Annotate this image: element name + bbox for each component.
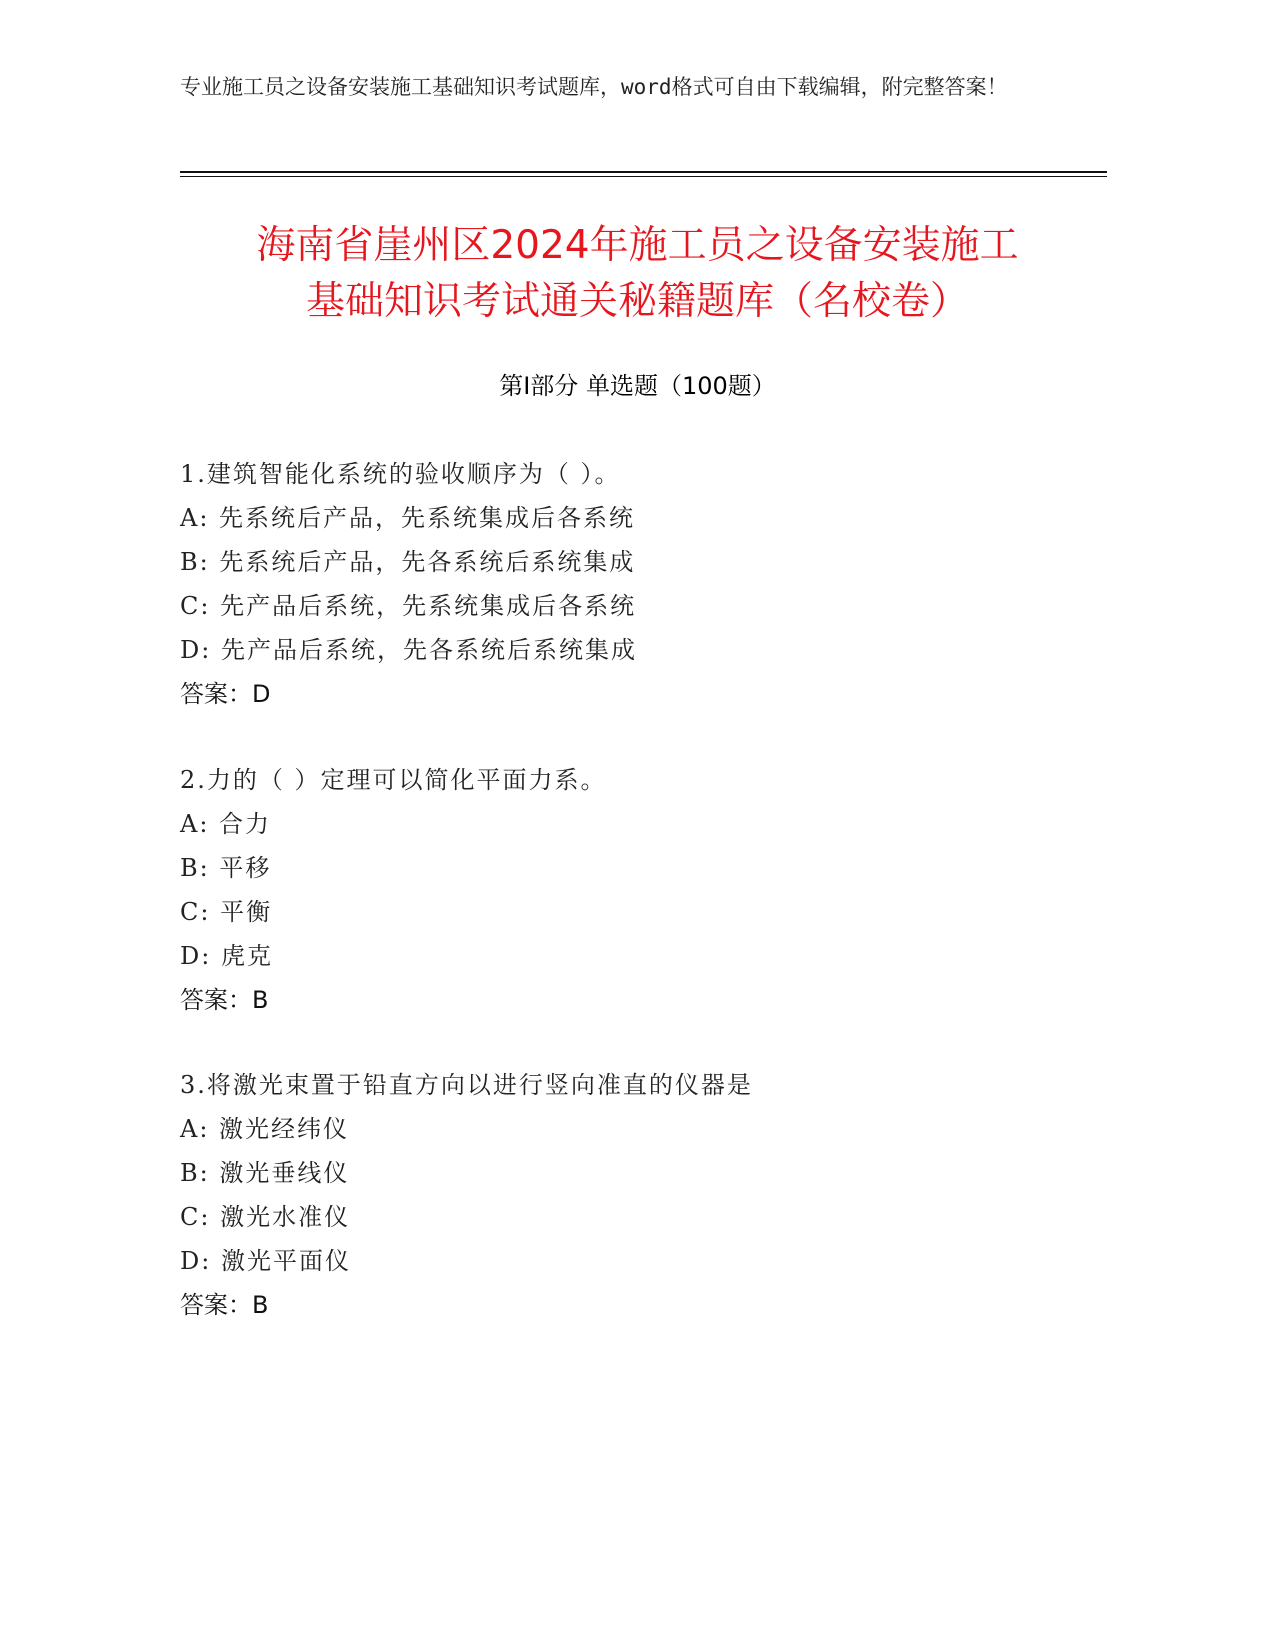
question-3 (180, 1063, 1080, 1327)
option-b: B: 激光垂线仪 (180, 1159, 350, 1187)
header-divider-thin (180, 176, 1107, 177)
option-c: C: 激光水准仪 (180, 1203, 351, 1231)
answer: 答案：B (180, 986, 269, 1014)
option-c: C: 平衡 (180, 898, 273, 926)
header-divider-thick (180, 171, 1107, 173)
option-d: D: 先产品后系统，先各系统后系统集成 (180, 636, 637, 664)
option-b: B: 平移 (180, 854, 272, 882)
option-c: C: 先产品后系统，先系统集成后各系统 (180, 592, 637, 620)
option-a: A: 激光经纬仪 (180, 1115, 350, 1143)
option-a: A: 先系统后产品，先系统集成后各系统 (180, 504, 636, 532)
document-title (150, 218, 1125, 330)
answer: 答案：D (180, 680, 271, 708)
question-stem: 3.将激光束置于铅直方向以进行竖向准直的仪器是 (180, 1071, 753, 1099)
document-title-line2: 基础知识考试通关秘籍题库（名校卷） (305, 279, 969, 324)
option-d: D: 激光平面仪 (180, 1247, 351, 1275)
option-d: D: 虎克 (180, 942, 273, 970)
document-title-line1: 海南省崖州区2024年施工员之设备安装施工 (256, 223, 1019, 268)
section-heading: 第Ⅰ部分 单选题（100题） (499, 372, 776, 400)
question-1 (180, 452, 1080, 716)
option-a: A: 合力 (180, 810, 272, 838)
question-2 (180, 758, 1080, 1022)
header-note: 专业施工员之设备安装施工基础知识考试题库，word格式可自由下载编辑，附完整答案！ (180, 75, 1008, 99)
question-stem: 2.力的（ ）定理可以简化平面力系。 (180, 766, 607, 794)
question-stem: 1.建筑智能化系统的验收顺序为（ ）。 (180, 460, 621, 488)
option-b: B: 先系统后产品，先各系统后系统集成 (180, 548, 636, 576)
answer: 答案：B (180, 1291, 269, 1319)
